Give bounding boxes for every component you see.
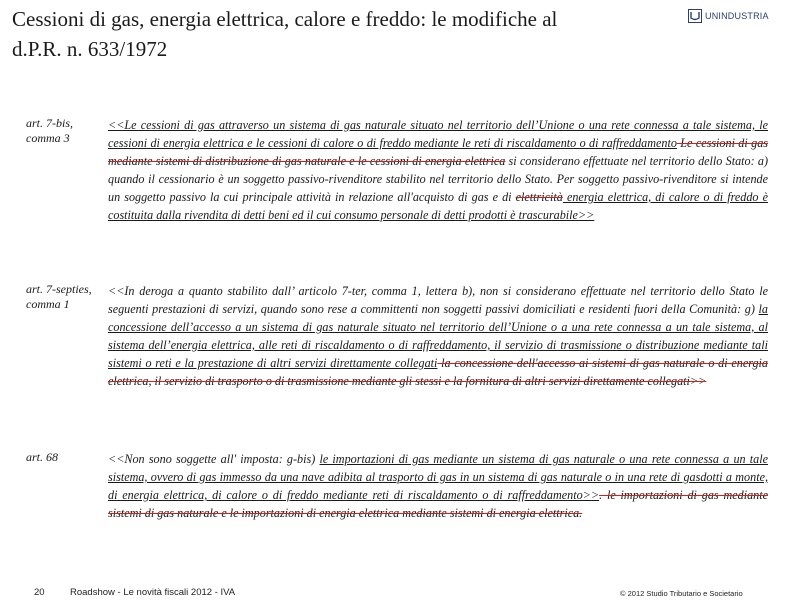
unchanged-text: <<Non sono soggette all' imposta: g-bis)	[108, 452, 320, 466]
logo-text: UNINDUSTRIA	[705, 11, 769, 21]
unchanged-text: si considerano effettuate nel territorio dello Stato: a) quando il cessionario è un soggetto passivo-rivenditore stabilito nel territorio dello Stato. Per soggetto passivo-rivenditore si intende un soggetto passivo la cui principale attività in relazione all'acquisto di gas e di	[108, 154, 768, 204]
provision-row-art7septies	[26, 282, 770, 390]
page-number: 20	[34, 587, 45, 598]
provision-row-art68	[26, 450, 770, 522]
unchanged-text: <<In deroga a quanto stabilito dall’ articolo 7-ter, comma 1, lettera b), non si considerano effettuate nel territorio dello Stato le seguenti prestazioni di servizi, quando sono rese a committenti non soggetti passivi domiciliati e residenti fuori della Comunità: g)	[108, 284, 768, 316]
article-reference: art. 68	[26, 450, 59, 464]
new-text: la concessione dell’accesso a un sistema di gas naturale situato nel territorio dell’Unione o a una rete connessa a un tale sistema, al sistema dell’energia elettrica, alle reti di riscaldamento o di raffreddamento, il servizio di trasmissione o distribuzione mediante tali sistemi o reti e la prestazione di altri servizi direttamente collegati	[108, 302, 768, 370]
new-text: le importazioni di gas mediante un sistema di gas naturale o una rete connessa a un tale sistema, ovvero di gas immesso da una nave adibita al trasporto di gas in un sistema di gas naturale o in una rete di gasdotti a monte, di energia elettrica, di calore o di freddo mediante reti di riscaldamento o di raffreddamento>>	[108, 452, 768, 502]
footer-label: Roadshow - Le novità fiscali 2012 - IVA	[70, 587, 236, 598]
article-text	[108, 116, 768, 224]
footer-copyright: © 2012 Studio Tributario e Societario	[620, 589, 743, 598]
article-text	[108, 282, 768, 390]
unindustria-logo-mark-icon	[688, 9, 702, 23]
new-text: <<Le cessioni di gas attraverso un sistema di gas naturale situato nel territorio dell’Unione o una rete connessa a tale sistema, le cessioni di energia elettrica e le cessioni di calore o di freddo mediante le reti di riscaldamento o di raffreddamento	[108, 118, 768, 150]
article-reference: art. 7-septies, comma 1	[26, 282, 92, 311]
deleted-text: . le importazioni di gas mediante sistemi di gas naturale e le importazioni di energia elettrica mediante sistemi di energia elettrica.	[108, 488, 768, 520]
article-reference: art. 7-bis, comma 3	[26, 116, 74, 145]
unindustria-logo	[688, 8, 769, 24]
new-text: energia elettrica, di calore o di freddo è costituita dalla rivendita di detti beni ed il cui consumo personale di detti prodotti è trascurabile>>	[108, 190, 769, 222]
article-text	[108, 450, 768, 522]
deleted-text: Le cessioni di gas mediante sistemi di distribuzione di gas naturale e le cessioni di energia elettrica	[108, 136, 768, 168]
provision-row-art7bis	[26, 116, 770, 224]
slide-title: Cessioni di gas, energia elettrica, calore e freddo: le modifiche al d.P.R. n. 633/1972	[12, 7, 558, 61]
deleted-text: elettricità	[515, 190, 563, 204]
deleted-text: la concessione dell'accesso ai sistemi di gas naturale o di energia elettrica, il servizio di trasporto o di trasmissione mediante gli stessi e la fornitura di altri servizi direttamente collegati>>	[108, 356, 768, 388]
